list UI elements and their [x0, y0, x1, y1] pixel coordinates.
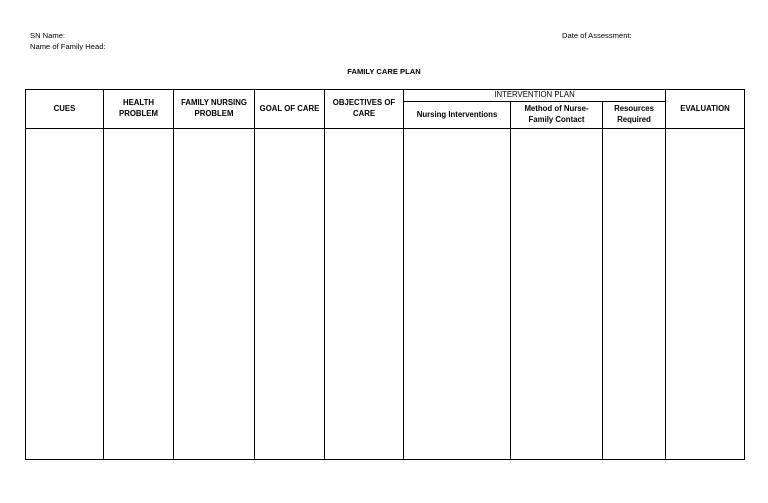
column-header-goal-of-care: GOAL OF CARE [255, 90, 325, 129]
page-title: FAMILY CARE PLAN [347, 67, 421, 76]
column-header-resources-required: Resources Required [603, 102, 666, 129]
cell-health-problem[interactable] [104, 129, 174, 460]
cell-cues[interactable] [26, 129, 104, 460]
date-of-assessment-label: Date of Assessment: [562, 31, 632, 40]
column-header-method-of-contact: Method of Nurse- Family Contact [511, 102, 603, 129]
cell-resources-required[interactable] [603, 129, 666, 460]
column-header-nursing-interventions: Nursing Interventions [404, 102, 511, 129]
cell-method-of-contact[interactable] [511, 129, 603, 460]
cell-family-nursing-problem[interactable] [174, 129, 255, 460]
column-header-evaluation: EVALUATION [666, 90, 745, 129]
column-header-health-problem: HEALTH PROBLEM [104, 90, 174, 129]
column-header-cues: CUES [26, 90, 104, 129]
cell-goal-of-care[interactable] [255, 129, 325, 460]
cell-nursing-interventions[interactable] [404, 129, 511, 460]
cell-evaluation[interactable] [666, 129, 745, 460]
column-header-family-nursing-problem: FAMILY NURSING PROBLEM [174, 90, 255, 129]
column-header-intervention-plan: INTERVENTION PLAN [404, 90, 666, 102]
sn-name-label: SN Name: [30, 31, 66, 40]
family-head-label: Name of Family Head: [30, 42, 106, 51]
column-header-objectives-of-care: OBJECTIVES OF CARE [325, 90, 404, 129]
family-care-plan-table [25, 89, 745, 460]
cell-objectives-of-care[interactable] [325, 129, 404, 460]
